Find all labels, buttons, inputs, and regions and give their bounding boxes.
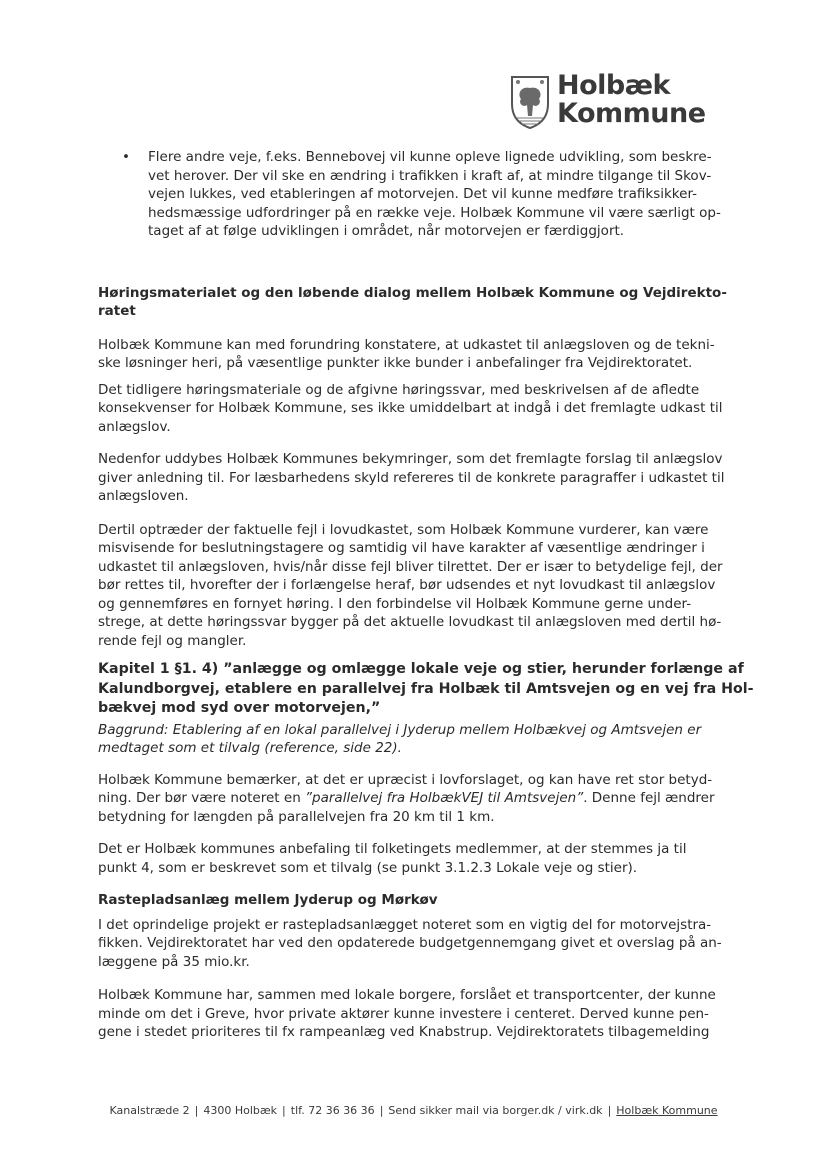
section-heading-hoeringsmateriale — [98, 284, 758, 321]
text-line: og gennemføres en fornyet høring. I den forbindelse vil Holbæk Kommune gerne under- — [98, 595, 692, 612]
heading-line: Kalundborgvej, etablere en parallelvej fra Holbæk til Amtsvejen og en vej fra Hol- — [98, 680, 754, 697]
footer-postal: 4300 Holbæk — [203, 1104, 278, 1117]
text-line: Holbæk Kommune kan med forundring konstatere, at udkastet til anlægsloven og de tekni- — [98, 336, 715, 353]
list-item — [98, 148, 758, 241]
paragraph — [98, 336, 758, 373]
text-line: Dertil optræder der faktuelle fejl i lovudkastet, som Holbæk Kommune vurderer, kan være — [98, 521, 709, 538]
background-note — [98, 721, 758, 758]
text-line: rende fejl og mangler. — [98, 632, 247, 649]
bullet-list — [98, 148, 758, 241]
text-line: Baggrund: Etablering af en lokal parallelvej i Jyderup mellem Holbækvej og Amtsvejen er — [98, 721, 702, 738]
text-line: minde om det i Greve, hvor private aktører kunne investere i centeret. Derved kunne pen- — [98, 1005, 709, 1022]
quoted-correction: ”parallelvej fra HolbækVEJ til Amtsvejen” — [305, 790, 584, 806]
heading-line: Høringsmaterialet og den løbende dialog mellem Holbæk Kommune og Vejdirekto- — [98, 284, 727, 301]
text-line: vejen lukkes, ved etableringen af motorvejen. Det vil kunne medføre trafiksikker- — [148, 186, 697, 202]
text-line: Det tidligere høringsmateriale og de afgivne høringssvar, med beskrivelsen af de afledte — [98, 381, 700, 398]
text-line: anlægslov. — [98, 418, 171, 435]
footer-phone: tlf. 72 36 36 36 — [290, 1104, 375, 1117]
text-line: læggene på 35 mio.kr. — [98, 953, 250, 970]
text-line: Nedenfor uddybes Holbæk Kommunes bekymringer, som det fremlagte forslag til anlægslov — [98, 451, 723, 467]
paragraph — [98, 381, 758, 437]
heading-line: Kapitel 1 §1. 4) ”anlægge og omlægge lokale veje og stier, herunder forlænge af — [98, 661, 744, 677]
paragraph — [98, 450, 758, 506]
logo-wordmark-holbaek: Holbæk — [557, 70, 670, 101]
text-line: Holbæk Kommune har, sammen med lokale borgere, forslået et transportcenter, der kunne — [98, 987, 716, 1003]
paragraph — [98, 521, 758, 651]
text-span: . Denne fejl ændrer — [583, 790, 715, 806]
text-line: Flere andre veje, f.eks. Bennebovej vil kunne opleve lignede udvikling, som beskre- — [148, 149, 712, 165]
text-line: Holbæk Kommune bemærker, at det er upræcist i lovforslaget, og kan have ret stor betyd- — [98, 771, 713, 788]
paragraph — [98, 771, 758, 827]
footer-separator: | — [282, 1104, 286, 1117]
text-line: ske løsninger heri, på væsentlige punkter ikke bunder i anbefalinger fra Vejdirektoratet. — [98, 355, 693, 371]
text-line — [98, 789, 758, 808]
footer-separator: | — [607, 1104, 612, 1117]
text-line: punkt 4, som er beskrevet som et tilvalg (se punkt 3.1.2.3 Lokale veje og stier). — [98, 859, 638, 876]
heading-line: bækvej mod syd over motorvejen,” — [98, 700, 381, 716]
text-span: ning. Der bør være noteret en — [98, 790, 306, 806]
text-line: udkastet til anlægsloven, hvis/når disse fejl bliver tilrettet. Der er især to betydelige fejl, der — [98, 558, 723, 575]
page-footer — [0, 1104, 827, 1117]
holbaek-kommune-logo — [509, 72, 749, 134]
coat-of-arms-tree-icon — [509, 74, 551, 130]
text-line: misvisende for beslutningstagere og samtidig vil have karakter af væsentlige ændringer i — [98, 540, 705, 556]
paragraph — [98, 916, 758, 972]
text-line: giver anledning til. For læsbarhedens skyld refereres til de konkrete paragraffer i udkastet til — [98, 469, 725, 486]
text-line: konsekvenser for Holbæk Kommune, ses ikke umiddelbart at indgå i det fremlagte udkast til — [98, 400, 723, 416]
section-heading-kapitel-1 — [98, 660, 758, 719]
heading-line: ratet — [98, 303, 136, 319]
text-line: hedsmæssige udfordringer på en række veje. Holbæk Kommune vil være særligt op- — [148, 204, 721, 221]
document-body — [98, 148, 758, 1042]
text-line: bør rettes til, hvorefter der i forlængelse heraf, bør udsendes et nyt lovudkast til anlægslov — [98, 577, 716, 593]
text-line: Det er Holbæk kommunes anbefaling til folketingets medlemmer, at der stemmes ja til — [98, 841, 687, 857]
footer-secure-mail: Send sikker mail via borger.dk / virk.dk — [388, 1104, 603, 1117]
text-line: I det oprindelige projekt er rastepladsanlægget noteret som en vigtig del for motorvejstra- — [98, 916, 712, 933]
text-line: taget af at følge udviklingen i området, når motorvejen er færdiggjort. — [148, 223, 625, 239]
footer-address: Kanalstræde 2 — [109, 1104, 190, 1117]
text-line: medtaget som et tilvalg (reference, side 22). — [98, 740, 402, 756]
text-line: strege, at dette høringssvar bygger på det aktuelle lovudkast til anlægsloven med dertil hø- — [98, 614, 722, 630]
paragraph — [98, 840, 758, 877]
footer-separator: | — [379, 1104, 384, 1117]
logo-wordmark-kommune: Kommune — [557, 98, 706, 129]
section-heading-rastepladsanlaeg: Rastepladsanlæg mellem Jyderup og Mørkøv — [98, 892, 438, 908]
text-line: fikken. Vejdirektoratet har ved den opdaterede budgetgennemgang givet et overslag på an- — [98, 935, 722, 951]
text-line: anlægsloven. — [98, 488, 189, 504]
text-line: betydning for længden på parallelvejen fra 20 km til 1 km. — [98, 808, 495, 825]
text-line: gene i stedet prioriteres til fx rampeanlæg ved Knabstrup. Vejdirektoratets tilbagemelding — [98, 1024, 710, 1040]
footer-link-holbaek-kommune[interactable]: Holbæk Kommune — [616, 1104, 718, 1117]
paragraph — [98, 986, 758, 1042]
footer-separator: | — [194, 1104, 199, 1117]
text-line: vet herover. Der vil ske en ændring i trafikken i kraft af, at mindre tilgange til Skov- — [148, 167, 712, 184]
bullet-icon: • — [122, 149, 130, 165]
